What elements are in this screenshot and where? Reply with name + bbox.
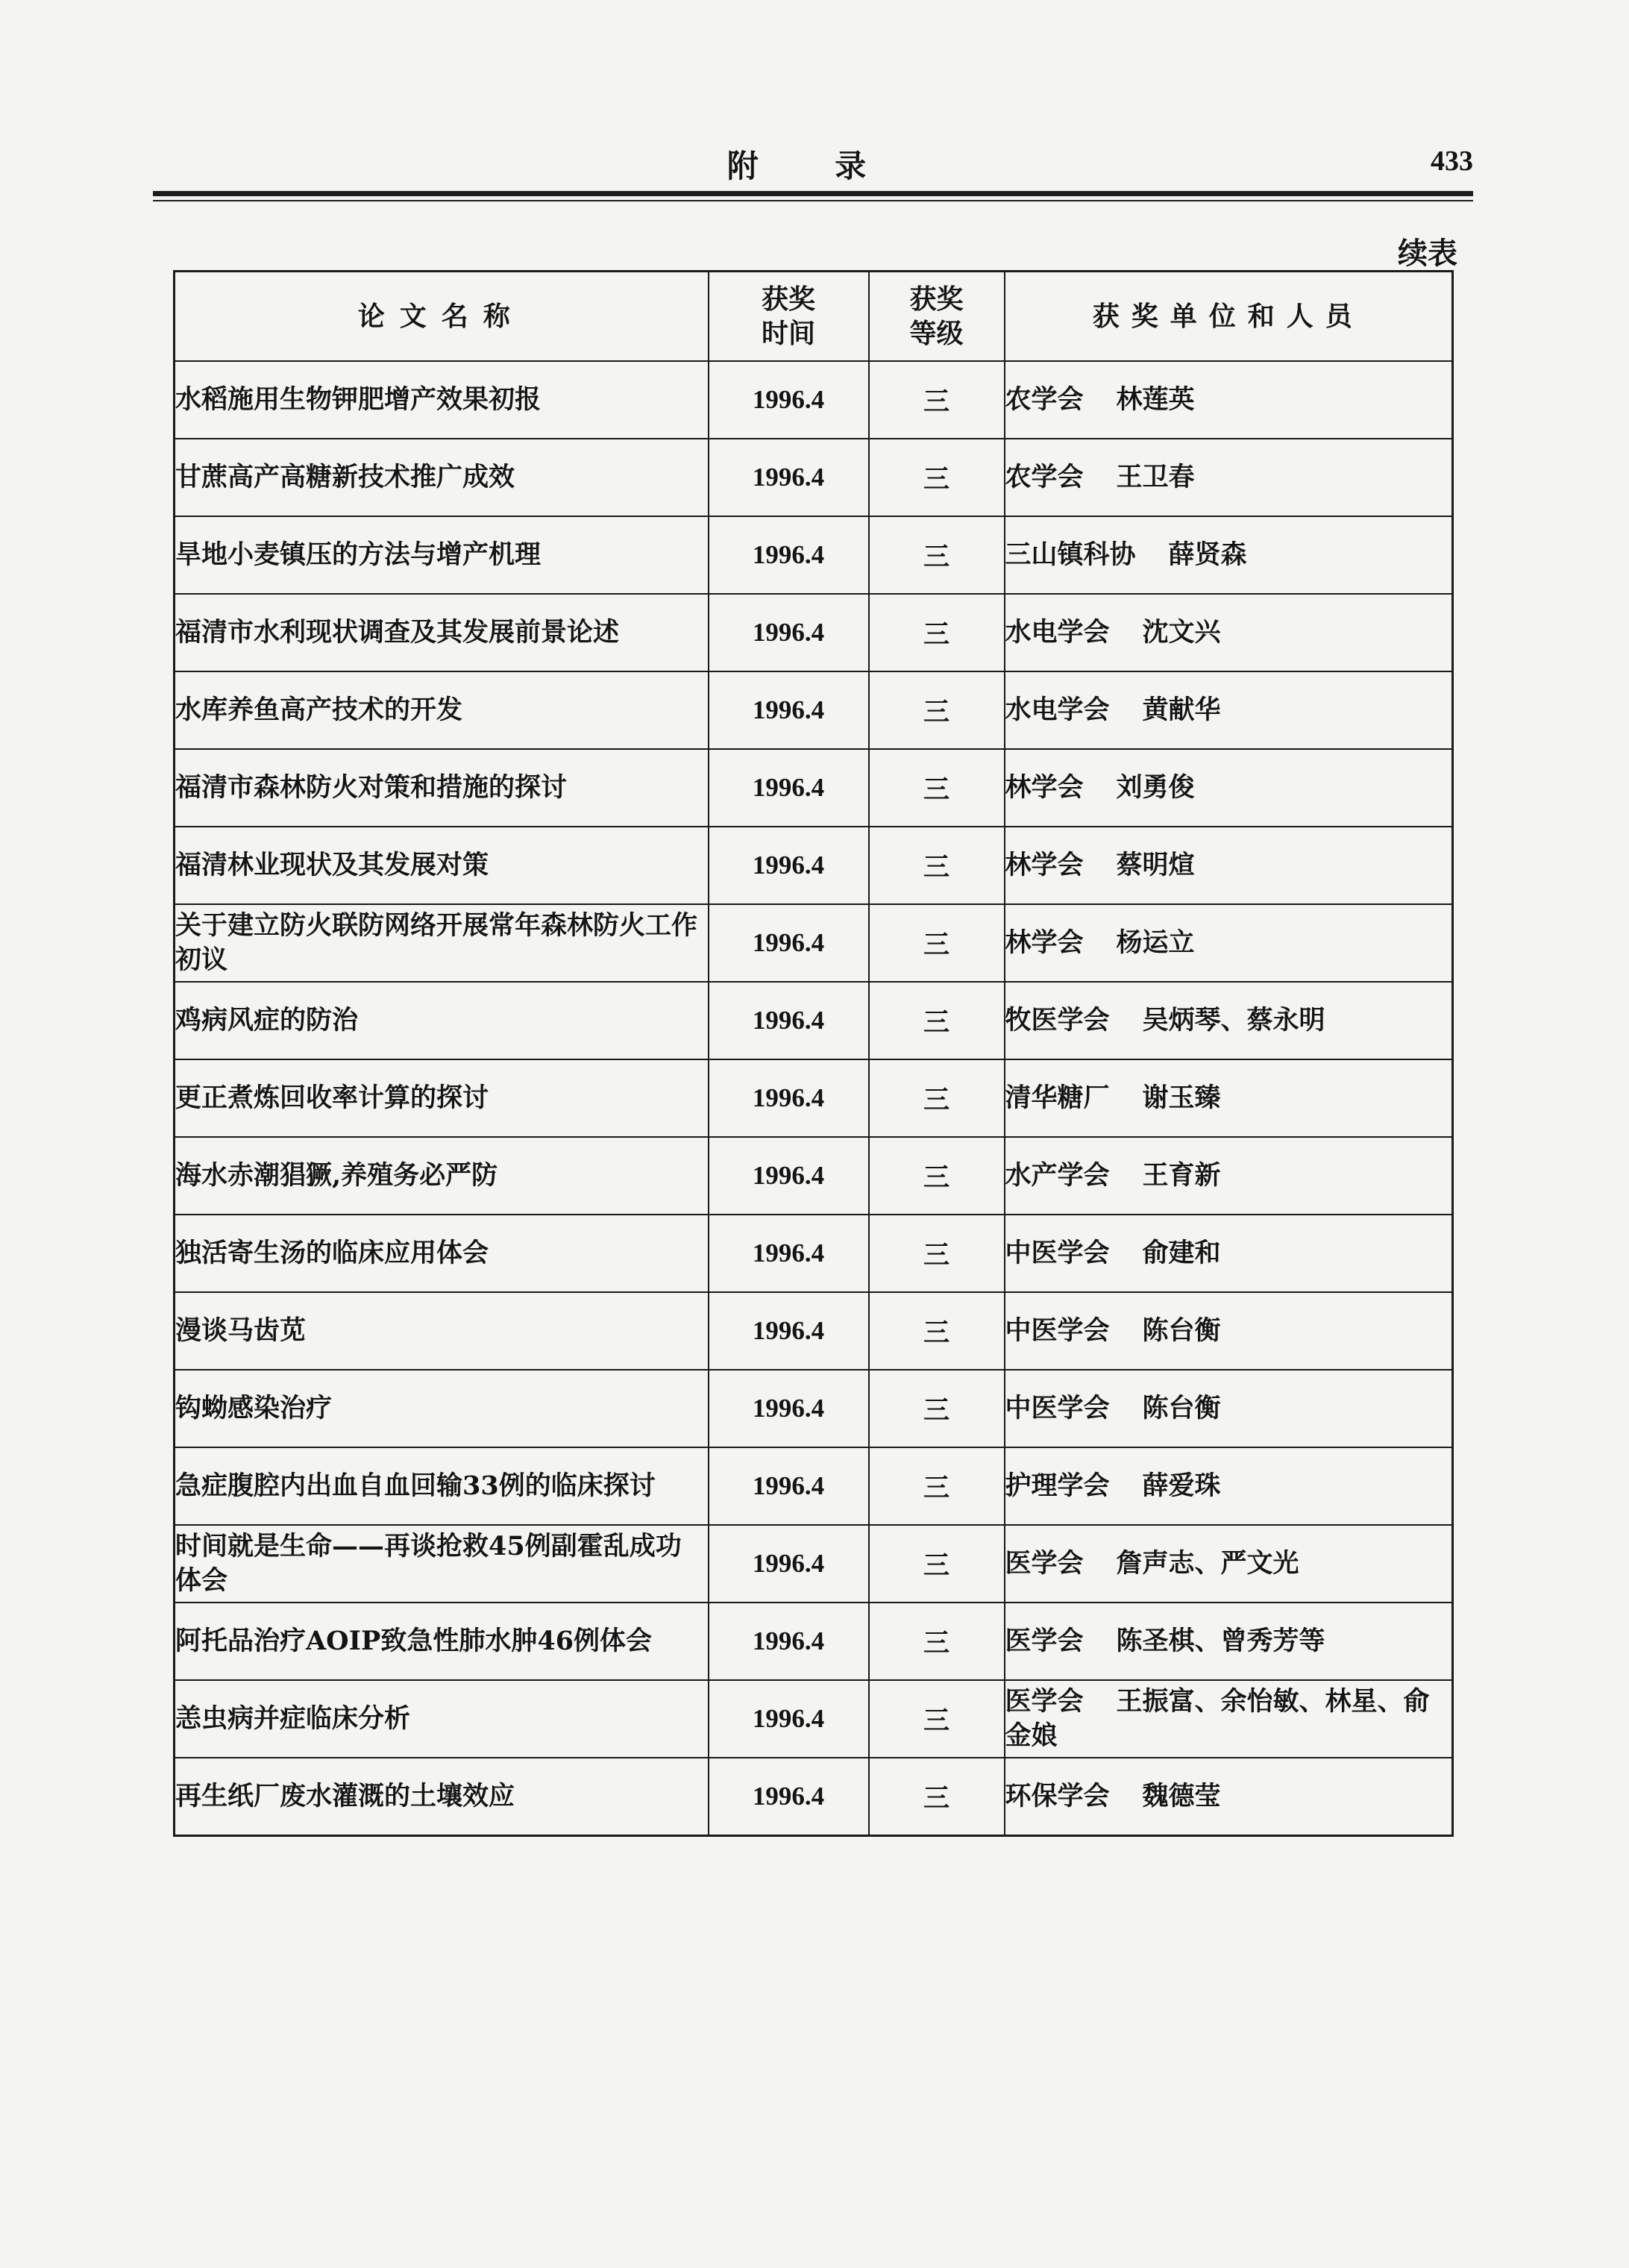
award-people: 詹声志、严文光	[1116, 1548, 1299, 1579]
award-grade-cell: 三	[869, 439, 1005, 516]
award-grade-cell: 三	[869, 516, 1005, 594]
page-number: 433	[1431, 145, 1473, 177]
award-unit-cell	[1005, 361, 1453, 439]
table-row	[175, 1525, 1453, 1603]
award-grade-cell: 三	[869, 1680, 1005, 1758]
paper-title-cell: 福清市森林防火对策和措施的探讨	[175, 749, 709, 827]
paper-title-cell: 甘蔗高产高糖新技术推广成效	[175, 439, 709, 516]
unit-name: 林学会	[1005, 927, 1084, 958]
award-unit-cell	[1005, 904, 1453, 982]
paper-title-cell: 钩蚴感染治疗	[175, 1370, 709, 1447]
award-unit-cell	[1005, 1525, 1453, 1603]
award-time-cell: 1996.4	[709, 1680, 869, 1758]
paper-title-cell: 阿托品治疗AOIP致急性肺水肿46例体会	[175, 1603, 709, 1680]
table-row	[175, 1292, 1453, 1370]
table-row	[175, 904, 1453, 982]
table-body	[175, 361, 1453, 1836]
award-people: 吴炳琴、蔡永明	[1142, 1005, 1325, 1036]
award-people: 王卫春	[1116, 462, 1195, 492]
paper-title-cell: 恙虫病并症临床分析	[175, 1680, 709, 1758]
section-title: 附 录	[726, 148, 900, 184]
table-row	[175, 1059, 1453, 1137]
table-row	[175, 827, 1453, 904]
unit-name: 林学会	[1005, 772, 1084, 803]
paper-title-cell: 福清林业现状及其发展对策	[175, 827, 709, 904]
award-unit-cell	[1005, 982, 1453, 1059]
award-grade-cell: 三	[869, 1525, 1005, 1603]
unit-name: 水电学会	[1005, 617, 1110, 648]
award-time-cell: 1996.4	[709, 904, 869, 982]
award-grade-cell: 三	[869, 1370, 1005, 1447]
unit-name: 医学会	[1005, 1548, 1084, 1579]
unit-name: 清华糖厂	[1005, 1083, 1110, 1113]
table-row	[175, 749, 1453, 827]
award-time-cell: 1996.4	[709, 1758, 869, 1836]
award-people: 王振富、余怡敏、林星、俞金娘	[1005, 1686, 1430, 1751]
header-rule-thick	[153, 191, 1473, 196]
unit-name: 林学会	[1005, 850, 1084, 880]
award-time-cell: 1996.4	[709, 439, 869, 516]
table-row	[175, 1215, 1453, 1292]
paper-title-cell: 急症腹腔内出血自血回输33例的临床探讨	[175, 1447, 709, 1525]
awards-table	[173, 270, 1454, 1837]
award-people: 薛贤森	[1168, 539, 1247, 570]
table-row	[175, 1137, 1453, 1215]
award-time-cell: 1996.4	[709, 1603, 869, 1680]
unit-name: 水产学会	[1005, 1160, 1110, 1191]
award-time-cell: 1996.4	[709, 749, 869, 827]
paper-title-cell: 旱地小麦镇压的方法与增产机理	[175, 516, 709, 594]
unit-name: 中医学会	[1005, 1238, 1110, 1268]
award-time-cell: 1996.4	[709, 1137, 869, 1215]
unit-name: 护理学会	[1005, 1470, 1110, 1501]
award-grade-cell: 三	[869, 827, 1005, 904]
award-time-cell: 1996.4	[709, 361, 869, 439]
award-time-cell: 1996.4	[709, 1447, 869, 1525]
award-grade-cell: 三	[869, 982, 1005, 1059]
table-row	[175, 982, 1453, 1059]
table-row	[175, 1603, 1453, 1680]
award-grade-cell: 三	[869, 1059, 1005, 1137]
award-unit-cell	[1005, 1059, 1453, 1137]
award-time-cell: 1996.4	[709, 1215, 869, 1292]
column-header-title: 论文名称	[175, 272, 709, 362]
unit-name: 牧医学会	[1005, 1005, 1110, 1036]
award-unit-cell	[1005, 1292, 1453, 1370]
header-rule-thin	[153, 200, 1473, 201]
paper-title-cell: 漫谈马齿苋	[175, 1292, 709, 1370]
award-unit-cell	[1005, 1603, 1453, 1680]
award-people: 谢玉臻	[1142, 1083, 1221, 1113]
table-row	[175, 1758, 1453, 1836]
award-people: 林莲英	[1116, 384, 1195, 415]
unit-name: 三山镇科协	[1005, 539, 1136, 570]
column-header-grade	[869, 272, 1005, 362]
unit-name: 农学会	[1005, 462, 1084, 492]
award-unit-cell	[1005, 1370, 1453, 1447]
unit-name: 医学会	[1005, 1686, 1084, 1717]
award-unit-cell	[1005, 594, 1453, 671]
award-time-cell: 1996.4	[709, 671, 869, 749]
page-header	[153, 142, 1473, 187]
paper-title-cell: 鸡病风症的防治	[175, 982, 709, 1059]
award-grade-cell: 三	[869, 361, 1005, 439]
award-people: 薛爱珠	[1142, 1470, 1221, 1501]
paper-title-cell: 海水赤潮猖獗,养殖务必严防	[175, 1137, 709, 1215]
column-header-time	[709, 272, 869, 362]
award-people: 王育新	[1142, 1160, 1221, 1191]
award-people: 蔡明煊	[1116, 850, 1195, 880]
award-grade-cell: 三	[869, 671, 1005, 749]
award-people: 陈台衡	[1142, 1315, 1221, 1346]
continued-label: 续表	[1398, 236, 1457, 271]
award-people: 沈文兴	[1142, 617, 1221, 648]
unit-name: 农学会	[1005, 384, 1084, 415]
award-unit-cell	[1005, 1758, 1453, 1836]
table-row	[175, 1370, 1453, 1447]
table-row	[175, 594, 1453, 671]
unit-name: 环保学会	[1005, 1781, 1110, 1811]
paper-title-cell: 关于建立防火联防网络开展常年森林防火工作初议	[175, 904, 709, 982]
award-grade-cell: 三	[869, 1447, 1005, 1525]
award-people: 陈台衡	[1142, 1393, 1221, 1423]
column-header-grade-line2: 等级	[909, 318, 964, 349]
paper-title-cell: 再生纸厂废水灌溉的土壤效应	[175, 1758, 709, 1836]
award-unit-cell	[1005, 439, 1453, 516]
award-people: 魏德莹	[1142, 1781, 1221, 1811]
award-people: 杨运立	[1116, 927, 1195, 958]
award-people: 黄献华	[1142, 695, 1221, 725]
column-header-time-line2: 时间	[761, 318, 815, 349]
award-time-cell: 1996.4	[709, 1370, 869, 1447]
paper-title-cell: 水库养鱼高产技术的开发	[175, 671, 709, 749]
award-unit-cell	[1005, 1447, 1453, 1525]
award-grade-cell: 三	[869, 1215, 1005, 1292]
award-unit-cell	[1005, 671, 1453, 749]
table-row	[175, 671, 1453, 749]
paper-title-cell: 水稻施用生物钾肥增产效果初报	[175, 361, 709, 439]
table-row	[175, 1447, 1453, 1525]
column-header-grade-line1: 获奖	[909, 284, 964, 315]
column-header-time-line1: 获奖	[761, 284, 815, 315]
award-grade-cell: 三	[869, 904, 1005, 982]
award-time-cell: 1996.4	[709, 1525, 869, 1603]
award-unit-cell	[1005, 516, 1453, 594]
paper-title-cell: 时间就是生命——再谈抢救45例副霍乱成功体会	[175, 1525, 709, 1603]
award-unit-cell	[1005, 1680, 1453, 1758]
table-row	[175, 361, 1453, 439]
award-unit-cell	[1005, 1215, 1453, 1292]
column-header-unit: 获奖单位和人员	[1005, 272, 1453, 362]
paper-title-cell: 福清市水利现状调查及其发展前景论述	[175, 594, 709, 671]
unit-name: 中医学会	[1005, 1315, 1110, 1346]
award-people: 陈圣棋、曾秀芳等	[1116, 1626, 1325, 1656]
award-grade-cell: 三	[869, 1603, 1005, 1680]
award-unit-cell	[1005, 827, 1453, 904]
award-grade-cell: 三	[869, 1137, 1005, 1215]
unit-name: 中医学会	[1005, 1393, 1110, 1423]
award-grade-cell: 三	[869, 594, 1005, 671]
table-row	[175, 1680, 1453, 1758]
award-people: 刘勇俊	[1116, 772, 1195, 803]
award-grade-cell: 三	[869, 1758, 1005, 1836]
award-time-cell: 1996.4	[709, 1292, 869, 1370]
unit-name: 水电学会	[1005, 695, 1110, 725]
award-time-cell: 1996.4	[709, 982, 869, 1059]
table-row	[175, 439, 1453, 516]
unit-name: 医学会	[1005, 1626, 1084, 1656]
award-time-cell: 1996.4	[709, 594, 869, 671]
award-time-cell: 1996.4	[709, 516, 869, 594]
award-unit-cell	[1005, 1137, 1453, 1215]
award-grade-cell: 三	[869, 749, 1005, 827]
award-time-cell: 1996.4	[709, 827, 869, 904]
award-unit-cell	[1005, 749, 1453, 827]
award-people: 俞建和	[1142, 1238, 1221, 1268]
award-time-cell: 1996.4	[709, 1059, 869, 1137]
paper-title-cell: 更正煮炼回收率计算的探讨	[175, 1059, 709, 1137]
table-row	[175, 516, 1453, 594]
award-grade-cell: 三	[869, 1292, 1005, 1370]
paper-title-cell: 独活寄生汤的临床应用体会	[175, 1215, 709, 1292]
table-header-row	[175, 272, 1453, 362]
